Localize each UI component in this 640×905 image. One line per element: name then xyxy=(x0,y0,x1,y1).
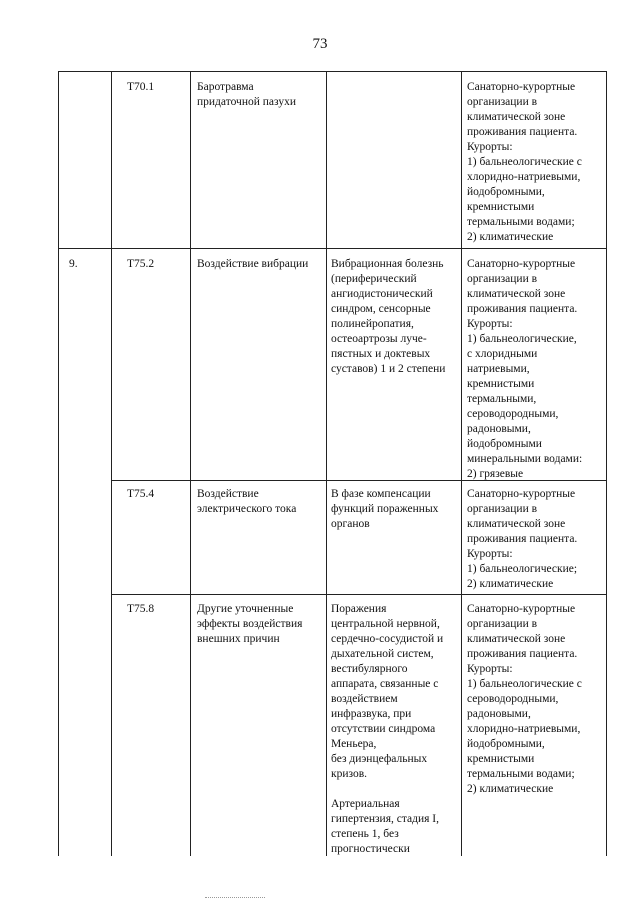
indications-cell: Вибрационная болезнь (периферический ангиодистонический синдром, сенсорные полинейропатия, остеоартрозы луче- пястных и доктевых суставов) 1 и 2 степени xyxy=(331,258,446,375)
row-number: 9. xyxy=(69,258,78,270)
icd-code: T70.1 xyxy=(127,81,155,93)
diagnosis-cell: Воздействие электрического тока xyxy=(197,488,297,515)
column-divider xyxy=(461,72,462,856)
recommendations-cell: Санаторно-курортные организации в климатической зоне проживания пациента. Курорты: 1) бальнеологические с сероводородными, радоновыми, хлоридно-натриевыми, йодобромными, кремнистыми термальными водами; 2) климатические xyxy=(467,603,582,795)
column-divider xyxy=(190,72,191,856)
indications-cell: Поражения центральной нервной, сердечно-сосудистой и дыхательной систем, вестибулярного аппарата, связанные с воздействием инфразвука, при отсутствии синдрома Меньера, без диэнцефальных кризов. Артериальная гипертензия, стадия I, степень 1, без прогностически xyxy=(331,603,444,855)
recommendations-cell: Санаторно-курортные организации в климатической зоне проживания пациента. Курорты: 1) бальнеологические; 2) климатические xyxy=(467,488,578,590)
icd-code: T75.4 xyxy=(127,488,155,500)
resort-indications-table xyxy=(58,71,607,856)
diagnosis-cell: Баротравма придаточной пазухи xyxy=(197,81,296,108)
icd-code: T75.8 xyxy=(127,603,155,615)
row-divider xyxy=(111,594,607,595)
diagnosis-cell: Воздействие вибрации xyxy=(197,258,309,270)
column-divider xyxy=(111,72,112,856)
row-divider xyxy=(59,248,607,249)
diagnosis-cell: Другие уточненные эффекты воздействия внешних причин xyxy=(197,603,303,645)
column-divider xyxy=(326,72,327,856)
recommendations-cell: Санаторно-курортные организации в климатической зоне проживания пациента. Курорты: 1) бальнеологические, с хлоридными натриевыми, кремнистыми термальными, сероводородными, радоновыми, йодобромными минеральными водами: 2) грязевые xyxy=(467,258,583,480)
scan-artifact xyxy=(205,897,265,900)
indications-cell: В фазе компенсации функций пораженных органов xyxy=(331,488,439,530)
page-number: 73 xyxy=(312,36,328,52)
recommendations-cell: Санаторно-курортные организации в климатической зоне проживания пациента. Курорты: 1) бальнеологические с хлоридно-натриевыми, йодобромными, кремнистыми термальными водами; 2) климатические xyxy=(467,81,582,243)
icd-code: T75.2 xyxy=(127,258,155,270)
